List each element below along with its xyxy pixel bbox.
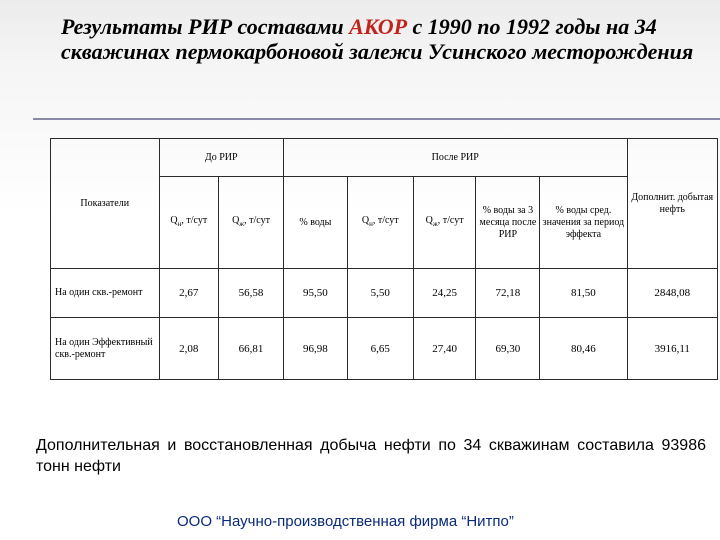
header-extra-oil: Дополнит. добытая нефть [627,139,717,269]
table-cell: 27,40 [413,318,476,380]
table-row [51,269,718,318]
footer-company: ООО “Научно-производственная фирма “Нитпо” [177,513,514,530]
table-cell: 95,50 [283,269,347,318]
header-water-3months: % воды за 3 месяца после РИР [476,177,540,269]
table-cell: 6,65 [347,318,413,380]
table-cell: 2,67 [159,269,219,318]
results-table [50,138,718,380]
table-cell: 72,18 [476,269,540,318]
table-cell: 2848,08 [627,269,717,318]
table-cell: 69,30 [476,318,540,380]
header-qn-after: $Q_н$, т/сут [347,177,413,269]
table-cell: 56,58 [219,269,284,318]
title-part1: Результаты РИР составами [61,14,350,39]
header-qzh-before: $Q_ж$, т/сут [219,177,284,269]
header-water-average: % воды сред. значения за период эффекта [540,177,627,269]
table-cell: 81,50 [540,269,627,318]
header-indicators: Показатели [51,139,160,269]
table-cell: 2,08 [159,318,219,380]
header-water-before: % воды [283,177,347,269]
row-label: На один Эффективный скв.-ремонт [51,318,160,380]
header-qn-before: $Q_н$, т/сут [159,177,219,269]
title-divider [33,118,720,120]
table-cell: 96,98 [283,318,347,380]
title-part2: с 1990 по 1992 годы на 34 скважинах пермокарбоновой залежи Усинского месторождения [61,14,694,64]
header-row-groups [51,139,718,177]
table-cell: 24,25 [413,269,476,318]
row-label: На один скв.-ремонт [51,269,160,318]
title-accent: АКОР [349,14,408,39]
slide-title [61,14,701,64]
table-cell: 3916,11 [627,318,717,380]
table-cell: 80,46 [540,318,627,380]
summary-note: Дополнительная и восстановленная добыча нефти по 34 скважинам составила 93986 тонн нефти [36,437,706,475]
table-cell: 5,50 [347,269,413,318]
header-before-rir: До РИР [159,139,283,177]
header-after-rir: После РИР [283,139,627,177]
table-row [51,318,718,380]
table-cell: 66,81 [219,318,284,380]
header-qzh-after: $Q_ж$, т/сут [413,177,476,269]
